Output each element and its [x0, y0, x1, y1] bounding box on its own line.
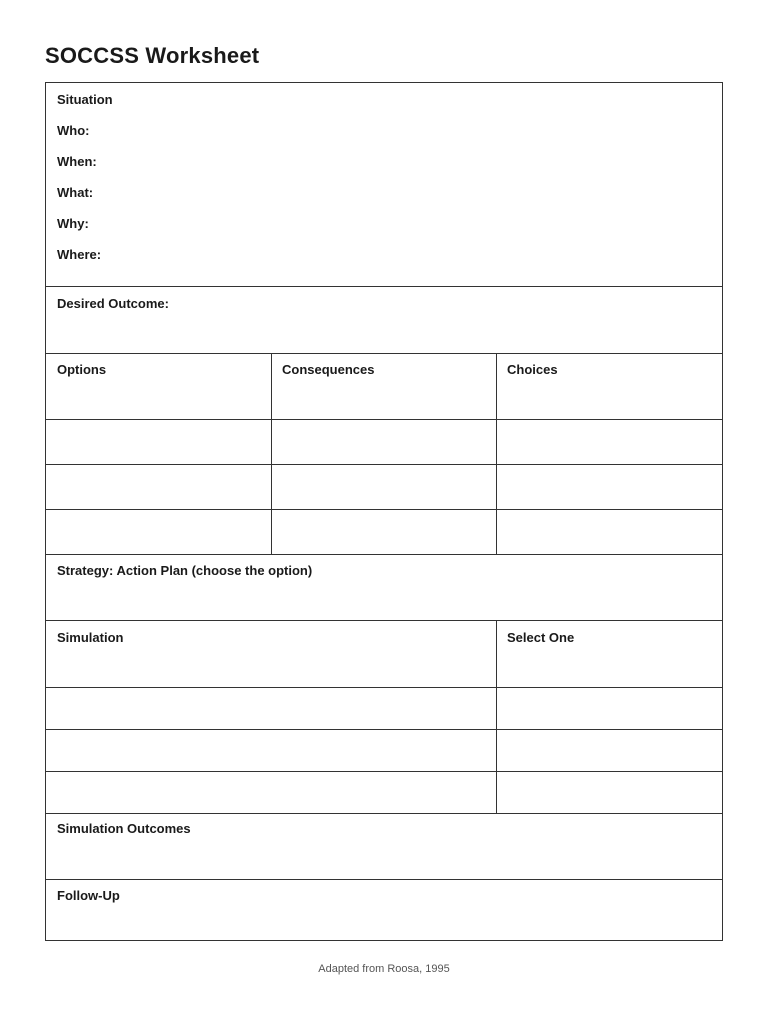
consequences-cell[interactable]: [272, 420, 496, 464]
situation-why-label: Why:: [57, 216, 89, 231]
select-one-cell[interactable]: [497, 772, 722, 813]
options-header: Options: [57, 362, 107, 377]
select-one-cell[interactable]: [497, 730, 722, 771]
choices-cell[interactable]: [497, 465, 722, 509]
simulation-cell[interactable]: [46, 730, 496, 771]
situation-when-label: When:: [57, 154, 97, 169]
divider: [46, 620, 722, 621]
simulation-outcomes-label: Simulation Outcomes: [57, 821, 191, 836]
simulation-cell[interactable]: [46, 772, 496, 813]
situation-where-label: Where:: [57, 247, 102, 262]
options-cell[interactable]: [46, 420, 271, 464]
choices-header: Choices: [507, 362, 558, 377]
select-one-header: Select One: [507, 630, 575, 645]
follow-up-label: Follow-Up: [57, 888, 120, 903]
column-divider: [496, 353, 497, 554]
column-divider: [496, 620, 497, 813]
divider: [46, 353, 722, 354]
worksheet-table: [45, 82, 723, 941]
choices-cell[interactable]: [497, 510, 722, 554]
situation-what-label: What:: [57, 185, 94, 200]
column-divider: [271, 353, 272, 554]
situation-who-label: Who:: [57, 123, 90, 138]
simulation-cell[interactable]: [46, 688, 496, 729]
simulation-header: Simulation: [57, 630, 124, 645]
page-title: SOCCSS Worksheet: [45, 43, 260, 68]
situation-section[interactable]: [46, 83, 722, 286]
consequences-cell[interactable]: [272, 510, 496, 554]
desired-outcome-label: Desired Outcome:: [57, 296, 169, 311]
options-cell[interactable]: [46, 510, 271, 554]
follow-up-cell[interactable]: [46, 880, 722, 940]
consequences-header: Consequences: [282, 362, 375, 377]
situation-heading: Situation: [57, 92, 113, 107]
options-cell[interactable]: [46, 465, 271, 509]
consequences-cell[interactable]: [272, 465, 496, 509]
strategy-label: Strategy: Action Plan (choose the option): [57, 563, 313, 578]
choices-cell[interactable]: [497, 420, 722, 464]
footer-citation: Adapted from Roosa, 1995: [318, 963, 450, 975]
select-one-cell[interactable]: [497, 688, 722, 729]
